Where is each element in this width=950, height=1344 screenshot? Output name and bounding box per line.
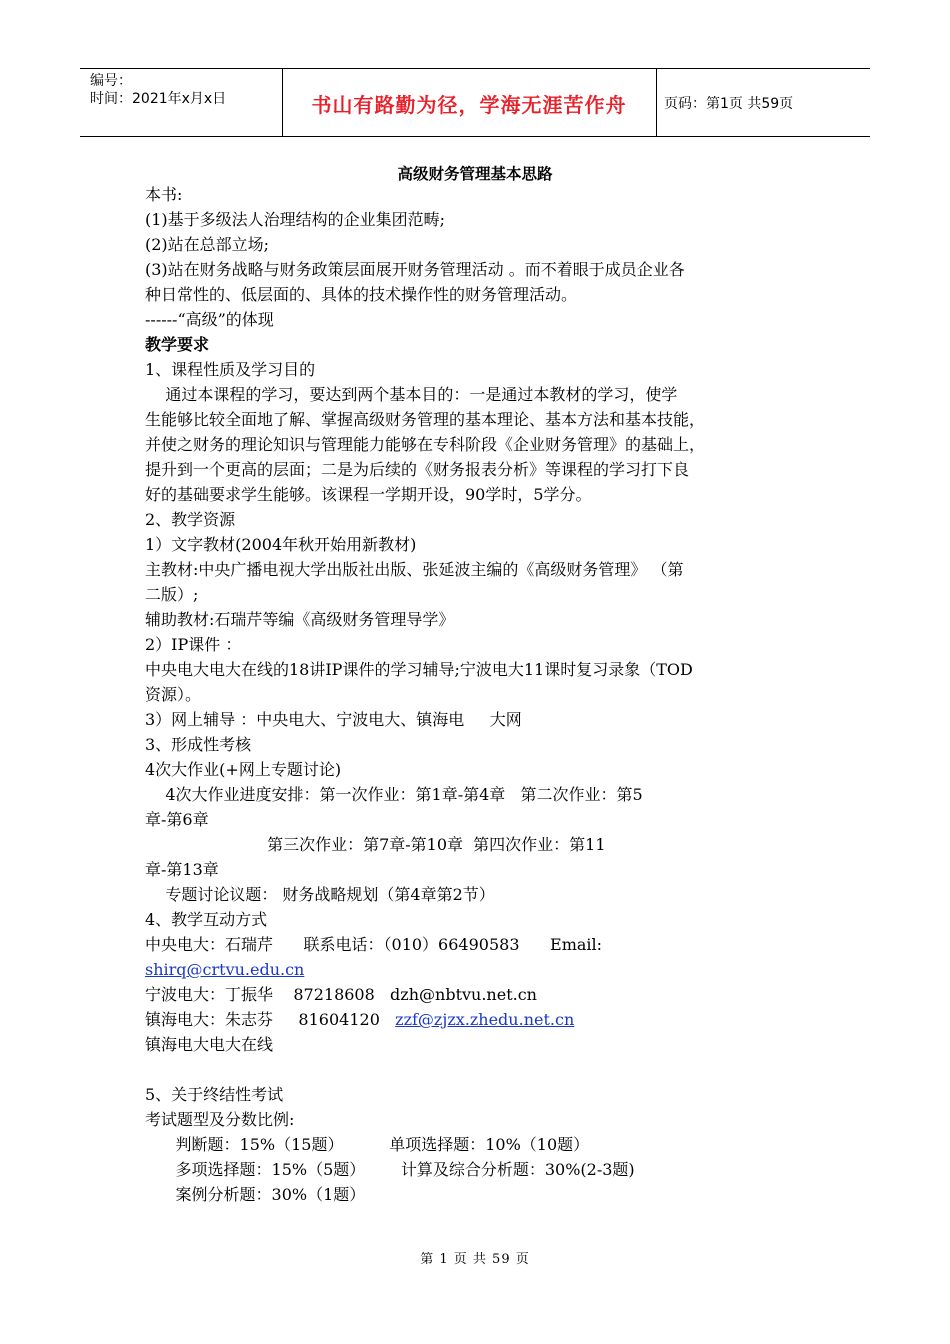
text-line: 辅助教材:石瑞芹等编《高级财务管理导学》 <box>145 610 455 629</box>
text-line: (3)站在财务战略与财务政策层面展开财务管理活动 。而不着眼于成员企业各 <box>145 260 685 279</box>
text-line: 资源）。 <box>145 685 202 704</box>
section-heading: 2、教学资源 <box>145 510 236 529</box>
text-line: 第三次作业：第7章-第10章 第四次作业：第11 <box>145 835 606 854</box>
date-line: 时间：2021年x月x日 <box>90 91 227 107</box>
text-line: 本书: <box>145 185 183 204</box>
text-line: 中央电大电大在线的18讲IP课件的学习辅导;宁波电大11课时复习录象（TOD <box>145 660 693 679</box>
text-line: 好的基础要求学生能够。该课程一学期开设，90学时，5学分。 <box>145 485 592 504</box>
text-line: 并使之财务的理论知识与管理能力能够在专科阶段《企业财务管理》的基础上， <box>145 435 706 454</box>
section-heading: 4、教学互动方式 <box>145 910 268 929</box>
text-line: 生能够比较全面地了解、掌握高级财务管理的基本理论、基本方法和基本技能， <box>145 410 706 429</box>
header-motto: 书山有路勤为径，学海无涯苦作舟 <box>311 93 627 117</box>
section-heading: 教学要求 <box>145 335 210 354</box>
text-line: 镇海电大电大在线 <box>145 1035 274 1054</box>
email-link[interactable]: shirq@crtvu.edu.cn <box>145 960 305 979</box>
page-info: 页码：第1页 共59页 <box>664 96 794 112</box>
text-line: 章-第13章 <box>145 860 219 879</box>
page-footer: 第 1 页 共 59 页 <box>420 1252 530 1267</box>
text-line: 4次大作业进度安排：第一次作业：第1章-第4章 第二次作业：第5 <box>145 785 643 804</box>
text-line: 1）文字教材(2004年秋开始用新教材) <box>145 535 417 554</box>
header-left-cell <box>90 72 226 108</box>
document-title: 高级财务管理基本思路 <box>397 165 553 183</box>
contact-text: 镇海电大：朱志芬 81604120 <box>145 1010 396 1029</box>
email-link[interactable]: zzf@zjzx.zhedu.net.cn <box>395 1010 575 1029</box>
text-line: 提升到一个更高的层面；二是为后续的《财务报表分析》等课程的学习打下良 <box>145 460 690 479</box>
text-line: ------“高级”的体现 <box>145 310 274 329</box>
text-line: (1)基于多级法人治理结构的企业集团范畴; <box>145 210 446 229</box>
text-line: 通过本课程的学习，要达到两个基本目的：一是通过本教材的学习，使学 <box>145 385 678 404</box>
section-heading: 1、课程性质及学习目的 <box>145 360 316 379</box>
text-line: 4次大作业(+网上专题讨论) <box>145 760 342 779</box>
text-line: 章-第6章 <box>145 810 209 829</box>
header-divider <box>656 69 657 136</box>
contact-line: 宁波电大：丁振华 87218608 dzh@nbtvu.net.cn <box>145 985 537 1004</box>
text-line: 二版）; <box>145 585 199 604</box>
text-line: 专题讨论议题： 财务战略规划（第4章第2节） <box>145 885 495 904</box>
contact-line: 中央电大：石瑞芹 联系电话：（010）66490583 Email: <box>145 935 603 954</box>
exam-item: 案例分析题：30%（1题） <box>145 1185 366 1204</box>
contact-line <box>145 1010 574 1030</box>
text-line: 3）网上辅导 ：中央电大、宁波电大、镇海电 大网 <box>145 710 522 729</box>
text-line: 主教材:中央广播电视大学出版社出版、张延波主编的《高级财务管理》 （第 <box>145 560 684 579</box>
serial-label: 编号： <box>90 73 132 89</box>
text-line: 种日常性的、低层面的、具体的技术操作性的财务管理活动。 <box>145 285 578 304</box>
text-line: 考试题型及分数比例: <box>145 1110 295 1129</box>
section-heading: 3、形成性考核 <box>145 735 252 754</box>
exam-item: 判断题：15%（15题） 单项选择题：10%（10题） <box>145 1135 590 1154</box>
section-heading: 5、关于终结性考试 <box>145 1085 284 1104</box>
exam-item: 多项选择题：15%（5题） 计算及综合分析题：30%(2-3题) <box>145 1160 635 1179</box>
page-header <box>80 68 870 137</box>
text-line: 2）IP课件 ： <box>145 635 242 654</box>
text-line: (2)站在总部立场; <box>145 235 270 254</box>
